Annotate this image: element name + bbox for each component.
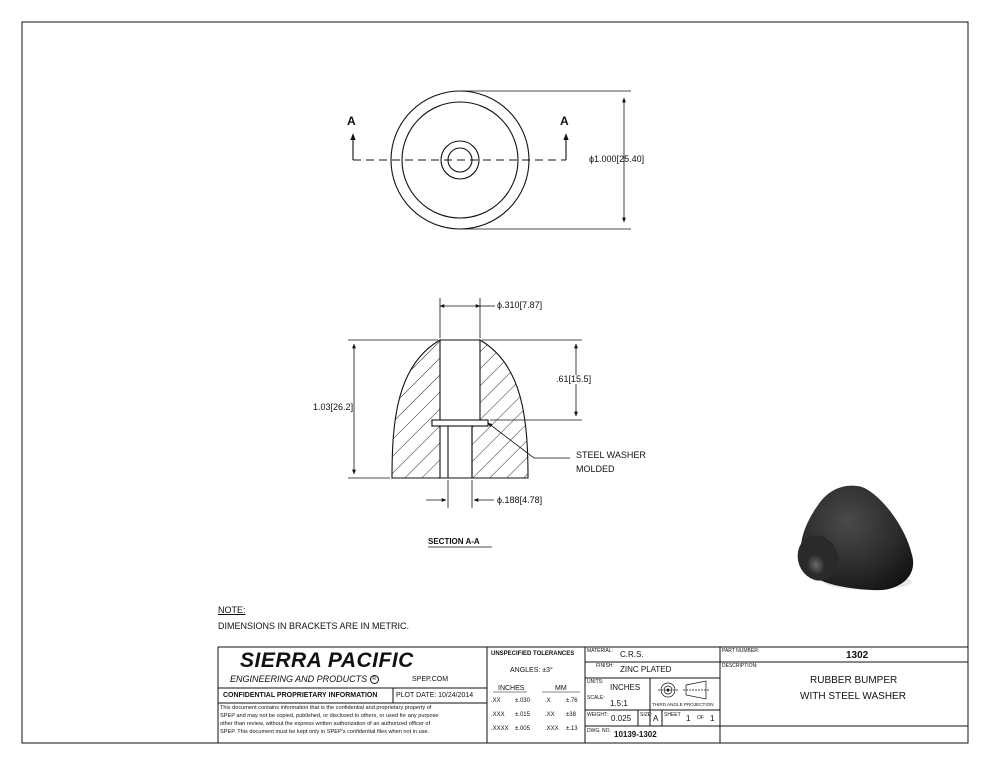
washer-callout-line1: STEEL WASHER [576, 450, 646, 460]
units-value: INCHES [610, 683, 641, 692]
description-label: DESCRIPTION: [722, 663, 758, 669]
dim-top-hole: ϕ.310[7.87] [497, 300, 543, 310]
sheet-label: SHEET [664, 712, 681, 718]
tol-row-2-mm-tol: ±38 [566, 712, 576, 718]
dim-outer-diameter: ϕ1.000[25.40] [589, 154, 645, 164]
sheet-value: 1 [686, 714, 691, 723]
dim-bottom-hole: ϕ.188[4.78] [497, 495, 543, 505]
company-sub-text: ENGINEERING AND PRODUCTS [230, 674, 368, 684]
bumper-3d-render [791, 486, 913, 591]
dim-washer-depth: .61[15.5] [556, 374, 592, 384]
tol-row-3-in-fmt: .XXXX [491, 726, 509, 732]
section-right-half [472, 340, 528, 478]
material-value: C.R.S. [620, 650, 644, 659]
section-view [348, 298, 582, 547]
finish-value: ZINC PLATED [620, 665, 672, 674]
note-text: DIMENSIONS IN BRACKETS ARE IN METRIC. [218, 621, 410, 631]
company-sub [230, 675, 379, 684]
tol-row-1-in-tol: ±.030 [515, 698, 530, 704]
note-title: NOTE: [218, 605, 246, 615]
section-title: SECTION A-A [428, 537, 480, 546]
tol-row-3-in-tol: ±.005 [515, 726, 530, 732]
company-website: SPEP.COM [412, 676, 449, 683]
sheet-total: 1 [710, 714, 715, 723]
dim-top-hole-inch: ϕ.310 [497, 300, 520, 310]
confidential-line-3: other than review, without the express written authorization of an authorized officer of [220, 721, 431, 727]
registered-mark-icon: R [370, 675, 379, 684]
confidential-line-1: This document contains information that is the confidential and proprietary property of [220, 705, 432, 711]
tol-row-2-mm-fmt: .XX [545, 712, 555, 718]
description-line1: RUBBER BUMPER [810, 675, 898, 686]
dim-height: 1.03[26.2] [313, 402, 354, 412]
tolerances-title: UNSPECIFIED TOLERANCES [491, 651, 575, 657]
part-number-value: 1302 [846, 650, 869, 661]
dim-height-mm: 26.2 [333, 402, 351, 412]
dim-outer-diameter-inch: ϕ1.000 [589, 154, 617, 164]
tol-row-2-in-fmt: .XXX [491, 712, 505, 718]
tol-row-1-in-fmt: .XX [491, 698, 501, 704]
section-marker-left: A [347, 114, 356, 128]
third-angle-projection-icon [658, 681, 710, 699]
confidential-line-4: SPEP. This document must be kept only in SPEP's confidential files when not in use. [220, 729, 430, 735]
dim-outer-diameter-mm: 25.40 [619, 154, 642, 164]
material-label: MATERIAL: [587, 648, 614, 654]
description-line2: WITH STEEL WASHER [800, 691, 906, 702]
dim-bottom-hole-inch: ϕ.188 [497, 495, 520, 505]
dim-washer-depth-mm: 15.5 [571, 374, 589, 384]
finish-label: FINISH: [596, 663, 614, 669]
units-label: UNITS: [587, 679, 604, 685]
of-label: OF [697, 715, 704, 721]
tolerances-inches-header: INCHES [498, 685, 525, 692]
scale-value: 1.5:1 [610, 699, 628, 708]
section-left-half [392, 340, 440, 478]
dwg-label: DWG. NO. [587, 728, 611, 734]
scale-label: SCALE: [587, 695, 605, 701]
tol-row-3-mm-tol: ±.13 [566, 726, 578, 732]
tol-row-1-mm-fmt: .X [545, 698, 551, 704]
part-number-label: PART NUMBER: [722, 648, 760, 654]
dim-top-hole-mm: 7.87 [522, 300, 540, 310]
section-marker-right: A [560, 114, 569, 128]
dim-bottom-hole-mm: 4.78 [522, 495, 540, 505]
weight-label: WEIGHT: [587, 712, 608, 718]
tol-row-2-in-tol: ±.015 [515, 712, 530, 718]
size-label: SIZE: [640, 712, 653, 718]
size-value: A [653, 714, 659, 723]
tol-row-1-mm-tol: ±.76 [566, 698, 578, 704]
tolerances-angles: ANGLES: ±3° [510, 667, 553, 674]
tol-row-3-mm-fmt: .XXX [545, 726, 559, 732]
weight-value: 0.025 [611, 714, 632, 723]
dwg-number: 10139-1302 [614, 730, 657, 739]
dim-washer-depth-inch: .61 [556, 374, 569, 384]
projection-label: THIRD ANGLE PROJECTION [652, 702, 714, 707]
steel-washer [432, 420, 488, 426]
dim-height-inch: 1.03 [313, 402, 331, 412]
washer-callout-line2: MOLDED [576, 464, 615, 474]
confidential-line-2: SPEP and may not be copied, published, or disclosed to others, or used for any purpose [220, 713, 439, 719]
company-name: SIERRA PACIFIC [240, 649, 414, 672]
confidential-title: CONFIDENTIAL PROPRIETARY INFORMATION [223, 692, 378, 699]
tolerances-mm-header: MM [555, 685, 567, 692]
plot-date: PLOT DATE: 10/24/2014 [396, 692, 474, 699]
